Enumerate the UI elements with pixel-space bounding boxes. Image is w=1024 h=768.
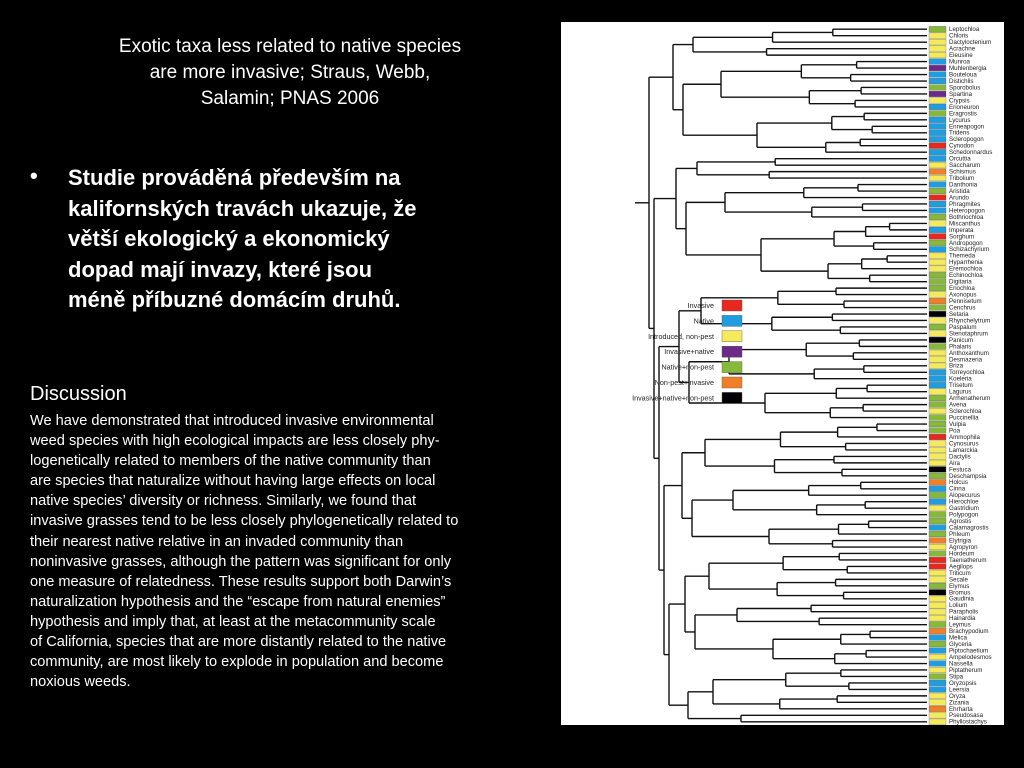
taxon-label: Axonopus xyxy=(949,291,977,299)
legend-label: Introduced, non-pest xyxy=(648,331,714,341)
taxon-label: Munroa xyxy=(949,58,970,66)
taxon-status-swatch xyxy=(929,583,946,589)
taxon-status-swatch xyxy=(929,674,946,680)
taxon-status-swatch xyxy=(929,661,946,667)
taxon-status-swatch xyxy=(929,279,946,285)
bullet-line: větší ekologický a ekonomický xyxy=(68,226,390,251)
legend-swatch xyxy=(722,300,742,311)
taxon-status-swatch xyxy=(929,415,946,421)
taxon-status-swatch xyxy=(929,525,946,531)
taxon-status-swatch xyxy=(929,240,946,246)
taxon-status-swatch xyxy=(929,214,946,220)
taxon-status-swatch xyxy=(929,234,946,240)
taxon-label: Dactylis xyxy=(949,453,971,461)
taxon-status-swatch xyxy=(929,26,946,32)
taxon-status-swatch xyxy=(929,382,946,388)
taxon-label: Hyparrhenia xyxy=(949,259,983,267)
discussion-body xyxy=(30,411,540,692)
taxon-status-swatch xyxy=(929,201,946,207)
taxon-status-swatch xyxy=(929,162,946,168)
phylogeny-tree xyxy=(561,22,1004,725)
taxon-label: Miscanthus xyxy=(949,220,981,228)
legend-swatch xyxy=(722,331,742,342)
taxon-label: Piptochaetium xyxy=(949,647,989,655)
discussion-line: native species’ diversity or richness. Similarly, we found that xyxy=(30,493,417,510)
taxon-label: Cenchrus xyxy=(949,304,976,312)
bullet-line: Studie prováděná především na xyxy=(68,165,401,190)
taxon-status-swatch xyxy=(929,687,946,693)
taxon-status-swatch xyxy=(929,111,946,117)
taxon-label: Nassella xyxy=(949,660,973,668)
taxon-label: Triticum xyxy=(949,569,971,577)
taxon-status-swatch xyxy=(929,52,946,58)
taxon-status-swatch xyxy=(929,460,946,466)
title-line: Salamin; PNAS 2006 xyxy=(200,88,380,109)
taxon-label: Calamagrostis xyxy=(949,524,989,532)
taxon-label: Lolium xyxy=(949,602,968,610)
taxon-status-swatch xyxy=(929,227,946,233)
taxon-label: Festuca xyxy=(949,466,972,474)
taxon-status-swatch xyxy=(929,123,946,129)
taxon-label: Vulpia xyxy=(949,420,966,428)
taxon-status-swatch xyxy=(929,667,946,673)
discussion-line: invasive grasses tend to be less closely phylogenetically related to xyxy=(30,513,459,530)
discussion-line: We have demonstrated that introduced invasive environmental xyxy=(30,413,434,429)
taxon-status-swatch xyxy=(929,33,946,39)
taxon-label: Desmazeria xyxy=(949,356,983,364)
taxon-label: Themeda xyxy=(949,252,976,260)
taxon-label: Schismus xyxy=(949,168,976,176)
legend-label: Non-pest+invasive xyxy=(654,378,714,387)
taxon-label: Briza xyxy=(949,362,964,370)
taxon-label: Scleropogon xyxy=(949,136,984,144)
title-line: Exotic taxa less related to native species xyxy=(118,36,462,57)
taxon-label: Sclerochloa xyxy=(949,408,982,416)
taxon-label: Paspalum xyxy=(949,323,977,331)
taxon-status-swatch xyxy=(929,518,946,524)
taxon-status-swatch xyxy=(929,479,946,485)
taxon-status-swatch xyxy=(929,324,946,330)
taxon-status-swatch xyxy=(929,441,946,447)
taxon-label: Enneapogon xyxy=(949,123,985,131)
taxon-label: Sporobolus xyxy=(949,84,981,92)
taxon-status-swatch xyxy=(929,356,946,362)
taxon-label: Chloris xyxy=(949,32,969,40)
taxon-label: Acrachne xyxy=(949,45,976,53)
taxon-status-swatch xyxy=(929,98,946,104)
phylogeny-figure xyxy=(561,22,1004,725)
taxon-status-swatch xyxy=(929,551,946,557)
taxon-label: Hainardia xyxy=(949,615,976,623)
taxon-label: Alopecurus xyxy=(949,492,980,500)
taxon-label: Sorghum xyxy=(949,233,975,241)
legend-swatch xyxy=(722,315,742,326)
taxon-status-swatch xyxy=(929,156,946,162)
taxon-status-swatch xyxy=(929,143,946,149)
taxon-status-swatch xyxy=(929,285,946,291)
discussion-line: community, are most likely to explode in population and become xyxy=(30,654,444,671)
legend-label: Invasive xyxy=(687,301,714,310)
taxon-label: Andropogon xyxy=(949,239,983,247)
taxon-label: Cinna xyxy=(949,485,966,493)
taxon-label: Schedonnardus xyxy=(949,149,993,157)
slide-title xyxy=(60,34,520,112)
taxon-status-swatch xyxy=(929,318,946,324)
taxon-label: Piptatherum xyxy=(949,666,983,674)
discussion-line: logenetically related to members of the native community than xyxy=(30,453,431,470)
taxon-status-swatch xyxy=(929,641,946,647)
taxon-label: Stipa xyxy=(949,673,964,681)
taxon-status-swatch xyxy=(929,564,946,570)
taxon-label: Crypsis xyxy=(949,97,970,105)
taxon-label: Melica xyxy=(949,634,967,642)
taxon-label: Aira xyxy=(949,459,961,467)
taxon-label: Eriochloa xyxy=(949,285,975,293)
taxon-status-swatch xyxy=(929,195,946,201)
taxon-status-swatch xyxy=(929,544,946,550)
taxon-label: Hierochloe xyxy=(949,498,979,506)
discussion-line: noninvasive grasses, although the pattern was significant for only xyxy=(30,553,452,570)
taxon-status-swatch xyxy=(929,188,946,194)
taxon-status-swatch xyxy=(929,408,946,414)
taxon-label: Tridens xyxy=(949,129,970,137)
taxon-status-swatch xyxy=(929,428,946,434)
bullet-text xyxy=(68,163,538,316)
taxon-status-swatch xyxy=(929,648,946,654)
taxon-status-swatch xyxy=(929,363,946,369)
taxon-status-swatch xyxy=(929,46,946,52)
taxon-status-swatch xyxy=(929,467,946,473)
taxon-label: Oryzopsis xyxy=(949,679,977,687)
taxon-label: Leptochloa xyxy=(949,26,980,34)
discussion-heading: Discussion xyxy=(30,383,127,405)
taxon-status-swatch xyxy=(929,454,946,460)
taxon-label: Tribolium xyxy=(949,175,975,183)
taxon-status-swatch xyxy=(929,577,946,583)
taxon-status-swatch xyxy=(929,434,946,440)
taxon-label: Lamarckia xyxy=(949,446,978,454)
taxon-status-swatch xyxy=(929,706,946,712)
taxon-status-swatch xyxy=(929,589,946,595)
taxon-label: Elytrigia xyxy=(949,537,972,545)
taxon-label: Avena xyxy=(949,401,967,409)
taxon-label: Phalaris xyxy=(949,343,972,351)
taxon-label: Gaudinia xyxy=(949,595,974,603)
taxon-label: Distichlis xyxy=(949,77,974,85)
taxon-status-swatch xyxy=(929,85,946,91)
taxon-status-swatch xyxy=(929,182,946,188)
taxon-label: Deschampsia xyxy=(949,472,987,480)
taxon-status-swatch xyxy=(929,719,946,725)
legend-label: Invasive+native+non-pest xyxy=(632,393,714,403)
taxon-label: Heteropogon xyxy=(949,207,985,215)
legend-label: Native xyxy=(693,316,714,326)
taxon-status-swatch xyxy=(929,635,946,641)
discussion-line: naturalization hypothesis and the “escape from natural enemies” xyxy=(30,593,446,610)
taxon-status-swatch xyxy=(929,486,946,492)
taxon-status-swatch xyxy=(929,175,946,181)
taxon-label: Echinochloa xyxy=(949,272,983,280)
taxon-status-swatch xyxy=(929,117,946,123)
taxon-status-swatch xyxy=(929,492,946,498)
taxon-label: Phragmites xyxy=(949,200,981,208)
taxon-status-swatch xyxy=(929,130,946,136)
taxon-status-swatch xyxy=(929,421,946,427)
taxon-status-swatch xyxy=(929,609,946,615)
taxon-status-swatch xyxy=(929,531,946,537)
taxon-status-swatch xyxy=(929,473,946,479)
legend-label: Invasive+native xyxy=(664,347,714,357)
taxon-status-swatch xyxy=(929,337,946,343)
taxon-status-swatch xyxy=(929,350,946,356)
taxon-label: Pennisetum xyxy=(949,298,982,306)
discussion-line: noxious weeds. xyxy=(30,674,131,691)
taxon-status-swatch xyxy=(929,259,946,265)
taxon-label: Oryza xyxy=(949,692,966,700)
taxon-label: Eragrostis xyxy=(949,110,977,118)
discussion-line: hypothesis and imply that, at least at the metacommunity scale xyxy=(30,613,436,630)
legend-swatch xyxy=(722,346,742,357)
taxon-status-swatch xyxy=(929,395,946,401)
taxon-label: Cynosurus xyxy=(949,440,979,448)
taxon-label: Bromus xyxy=(949,589,971,597)
taxon-label: Imperata xyxy=(949,226,974,234)
taxon-status-swatch xyxy=(929,654,946,660)
bullet-line: dopad mají invazy, které jsou xyxy=(68,256,373,282)
taxon-label: Lagurus xyxy=(949,388,972,396)
taxon-status-swatch xyxy=(929,292,946,298)
title-line: are more invasive; Straus, Webb, xyxy=(149,62,431,83)
taxon-label: Ampelodesmos xyxy=(949,653,992,661)
taxon-status-swatch xyxy=(929,39,946,45)
taxon-label: Holcus xyxy=(949,479,968,487)
taxon-status-swatch xyxy=(929,712,946,718)
taxon-label: Orcuttia xyxy=(949,155,971,163)
taxon-label: Polypogon xyxy=(949,511,979,519)
taxon-label: Agropyron xyxy=(949,543,978,551)
taxon-status-swatch xyxy=(929,208,946,214)
taxon-status-swatch xyxy=(929,680,946,686)
taxon-label: Phleum xyxy=(949,531,970,539)
taxon-label: Brachypodium xyxy=(949,628,989,636)
taxon-status-swatch xyxy=(929,602,946,608)
taxon-status-swatch xyxy=(929,557,946,563)
taxon-status-swatch xyxy=(929,311,946,317)
taxon-status-swatch xyxy=(929,570,946,576)
taxon-status-swatch xyxy=(929,344,946,350)
taxon-status-swatch xyxy=(929,693,946,699)
taxon-status-swatch xyxy=(929,376,946,382)
bullet-line: méně příbuzné domácím druhů. xyxy=(68,287,401,312)
taxon-status-swatch xyxy=(929,59,946,65)
taxon-label: Phyllostachys xyxy=(949,718,987,725)
taxon-label: Bouteloua xyxy=(949,71,977,79)
taxon-status-swatch xyxy=(929,91,946,97)
taxon-label: Dactyloctenium xyxy=(949,39,992,47)
taxon-label: Elymus xyxy=(949,582,970,590)
taxon-status-swatch xyxy=(929,65,946,71)
taxon-label: Eleusine xyxy=(949,52,973,60)
taxon-label: Poa xyxy=(949,427,961,435)
taxon-label: Lycurus xyxy=(949,116,971,124)
discussion-line: weed species with high ecological impacts are less closely phy- xyxy=(30,433,440,450)
taxon-label: Hordeum xyxy=(949,550,975,558)
bullet-symbol: • xyxy=(30,163,38,188)
taxon-label: Aristida xyxy=(949,187,970,195)
taxon-status-swatch xyxy=(929,78,946,84)
taxon-status-swatch xyxy=(929,622,946,628)
legend-swatch xyxy=(722,377,742,388)
taxon-label: Puccinellia xyxy=(949,414,979,422)
taxon-label: Taeniatherum xyxy=(949,556,987,564)
taxon-label: Eremochloa xyxy=(949,265,983,273)
taxon-status-swatch xyxy=(929,305,946,311)
taxon-label: Pseudosasa xyxy=(949,712,984,720)
taxon-status-swatch xyxy=(929,447,946,453)
taxon-label: Secale xyxy=(949,576,968,584)
taxon-label: Aegilops xyxy=(949,563,973,571)
taxon-label: Torreyochloa xyxy=(949,369,985,377)
taxon-label: Parapholis xyxy=(949,608,979,616)
taxon-label: Erioneuron xyxy=(949,103,980,111)
taxon-label: Cynodon xyxy=(949,142,974,150)
taxon-label: Agrostis xyxy=(949,518,972,526)
taxon-label: Danthonia xyxy=(949,181,978,189)
taxon-status-swatch xyxy=(929,369,946,375)
legend-swatch xyxy=(722,392,742,403)
taxon-label: Stenotaphrum xyxy=(949,330,988,338)
taxon-label: Zizania xyxy=(949,699,969,707)
taxon-status-swatch xyxy=(929,628,946,634)
taxon-status-swatch xyxy=(929,512,946,518)
taxon-label: Arrhenatherum xyxy=(949,395,991,403)
taxon-status-swatch xyxy=(929,402,946,408)
taxon-label: Ehrharta xyxy=(949,705,973,713)
taxon-label: Digitaria xyxy=(949,278,972,286)
taxon-status-swatch xyxy=(929,331,946,337)
taxon-status-swatch xyxy=(929,221,946,227)
taxon-status-swatch xyxy=(929,149,946,155)
taxon-status-swatch xyxy=(929,499,946,505)
taxon-label: Gastridium xyxy=(949,505,979,513)
taxon-status-swatch xyxy=(929,253,946,259)
taxon-status-swatch xyxy=(929,246,946,252)
taxon-label: Saccharum xyxy=(949,162,981,170)
taxon-status-swatch xyxy=(929,104,946,110)
taxon-status-swatch xyxy=(929,538,946,544)
taxon-status-swatch xyxy=(929,298,946,304)
taxon-label: Ammophila xyxy=(949,433,980,441)
discussion-line: one measure of relatedness. These results support both Darwin’s xyxy=(30,573,452,590)
taxon-label: Muhlenbergia xyxy=(949,65,987,73)
taxon-label: Schizachyrium xyxy=(949,246,990,254)
discussion-line: their nearest native relative in an invaded community than xyxy=(30,533,404,550)
taxon-status-swatch xyxy=(929,389,946,395)
legend-label: Native+non-pest xyxy=(661,362,714,372)
taxon-label: Anthoxanthum xyxy=(949,349,989,357)
taxon-status-swatch xyxy=(929,700,946,706)
taxon-label: Leersia xyxy=(949,686,970,694)
taxon-status-swatch xyxy=(929,72,946,78)
taxon-status-swatch xyxy=(929,596,946,602)
taxon-label: Glyceria xyxy=(949,641,972,649)
discussion-line: are species that naturalize without having large effects on local xyxy=(30,473,436,490)
taxon-label: Panicum xyxy=(949,336,974,344)
taxon-label: Koeleria xyxy=(949,375,972,383)
taxon-status-swatch xyxy=(929,615,946,621)
taxon-status-swatch xyxy=(929,505,946,511)
taxon-status-swatch xyxy=(929,272,946,278)
taxon-status-swatch xyxy=(929,136,946,142)
discussion-line: of California, species that are more distantly related to the native xyxy=(30,634,447,651)
legend-swatch xyxy=(722,362,742,373)
taxon-label: Leymus xyxy=(949,621,971,629)
taxon-status-swatch xyxy=(929,169,946,175)
taxon-label: Trisetum xyxy=(949,382,973,390)
taxon-label: Spartina xyxy=(949,90,973,98)
taxon-status-swatch xyxy=(929,266,946,272)
taxon-label: Bothriochloa xyxy=(949,213,984,221)
taxon-label: Arundo xyxy=(949,194,969,202)
taxon-label: Rhynchelytrum xyxy=(949,317,991,325)
bullet-line: kalifornských travách ukazuje, že xyxy=(68,195,417,221)
taxon-label: Setaria xyxy=(949,310,969,318)
